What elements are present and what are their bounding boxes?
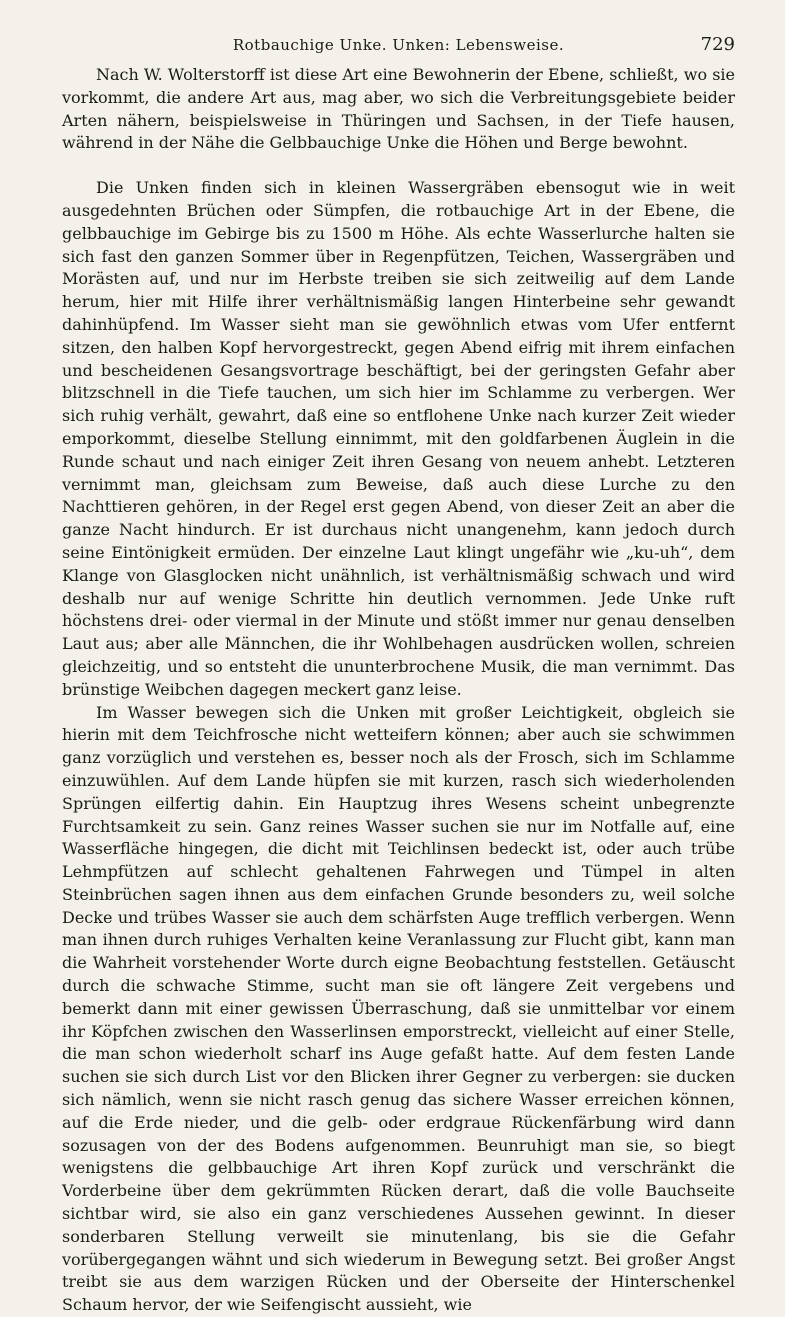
paragraph: Im Wasser bewegen sich die Unken mit großer Leichtigkeit, obgleich sie hierin mit dem Teichfrosche nicht wetteifern können; aber auch sie schwimmen ganz vorzüglich und verstehen es, besser noch als der Frosch, sich im Schlamme einzuwühlen. Auf dem Lande hüpfen sie mit kurzen, rasch sich wiederholenden Sprüngen eilfertig dahin. Ein Hauptzug ihres Wesens scheint unbegrenzte Furchtsamkeit zu sein. Ganz reines Wasser suchen sie nur im Notfalle auf, eine Wasserfläche hingegen, die dicht mit Teichlinsen bedeckt ist, oder auch trübe Lehmpfützen auf schlecht gehaltenen Fahrwegen und Tümpel in alten Steinbrüchen sagen ihnen aus dem einfachen Grunde besonders zu, weil solche Decke und trübes Wasser sie auch dem schärfsten Auge trefflich verbergen. Wenn man ihnen durch ruhiges Verhalten keine Veranlassung zur Flucht gibt, kann man die Wahrheit vorstehender Worte durch eigne Beobachtung feststellen. Getäuscht durch die schwache Stimme, sucht man sie oft längere Zeit vergebens und bemerkt dann mit einer gewissen Überraschung, daß sie unmittelbar vor einem ihr Köpfchen zwischen den Wasserlinsen emporstreckt, vielleicht auf einer Stelle, die man schon wiederholt scharf ins Auge gefaßt hatte. Auf dem festen Lande suchen sie sich durch List vor den Blicken ihrer Gegner zu verbergen: sie ducken sich nämlich, wenn sie nicht rasch genug das sichere Wasser erreichen können, auf die Erde nieder, und die gelb- oder erdgraue Rückenfärbung wird dann sozusagen von der des Bodens aufgenommen. Beunruhigt man sie, so biegt wenigstens die gelbbauchige Art ihren Kopf zurück und verschränkt die Vorderbeine über dem gekrümmten Rücken derart, daß die volle Bauchseite sichtbar wird, sie also ein ganz verschiedenes Aussehen gewinnt. In dieser sonderbaren Stellung verweilt sie minutenlang, bis sie die Gefahr vorübergegangen wähnt und sich wiederum in Bewegung setzt. Bei großer Angst treibt sie aus dem warzigen Rücken und der Oberseite der Hinterschenkel Schaum hervor, der wie Seifengischt aussieht, wie [62, 702, 735, 1315]
body-text [62, 64, 735, 1317]
paragraph: Die Unken finden sich in kleinen Wassergräben ebensogut wie in weit ausgedehnten Brüchen oder Sümpfen, die rotbauchige Art in der Ebene, die gelbbauchige im Gebirge bis zu 1500 m Höhe. Als echte Wasserlurche halten sie sich fast den ganzen Sommer über in Regenpfützen, Teichen, Wassergräben und Morästen auf, und nur im Herbste treiben sie sich zeitweilig auf dem Lande herum, hier mit Hilfe ihrer verhältnismäßig langen Hinterbeine sehr gewandt dahinhüpfend. Im Wasser sieht man sie gewöhnlich etwas vom Ufer entfernt sitzen, den halben Kopf hervorgestreckt, gegen Abend eifrig mit ihrem einfachen und bescheidenen Gesangsvortrage beschäftigt, bei der geringsten Gefahr aber blitzschnell in die Tiefe tauchen, um sich hier im Schlamme zu verbergen. Wer sich ruhig verhält, gewahrt, daß eine so entflohene Unke nach kurzer Zeit wieder emporkommt, dieselbe Stellung einnimmt, mit den goldfarbenen Äuglein in die Runde schaut und nach einiger Zeit ihren Gesang von neuem anhebt. Letzteren vernimmt man, gleichsam zum Beweise, daß auch diese Lurche zu den Nachttieren gehören, in der Regel erst gegen Abend, von dieser Zeit an aber die ganze Nacht hindurch. Er ist durchaus nicht unangenehm, kann jedoch durch seine Eintönigkeit ermüden. Der einzelne Laut klingt ungefähr wie „ku-uh“, dem Klange von Glasglocken nicht unähnlich, ist verhältnismäßig schwach und wird deshalb nur auf wenige Schritte hin deutlich vernommen. Jede Unke ruft höchstens drei- oder viermal in der Minute und stößt immer nur genau denselben Laut aus; aber alle Männchen, die ihr Wohlbehagen ausdrücken wollen, schreien gleichzeitig, und so entsteht die ununterbrochene Musik, die man vernimmt. Das brünstige Weibchen dagegen meckert ganz leise. [62, 178, 735, 699]
paragraph: Nach W. Wolterstorff ist diese Art eine Bewohnerin der Ebene, schließt, wo sie vorkommt, die andere Art aus, mag aber, wo sich die Verbreitungsgebiete beider Arten nähern, beispielsweise in Thüringen und Sachsen, in der Tiefe hausen, während in der Nähe die Gelbbauchige Unke die Höhen und Berge bewohnt. [62, 65, 735, 153]
page-header [62, 30, 735, 64]
running-title: Rotbauchige Unke. Unken: Lebensweise. [232, 36, 565, 54]
page-number: 729 [700, 34, 735, 55]
